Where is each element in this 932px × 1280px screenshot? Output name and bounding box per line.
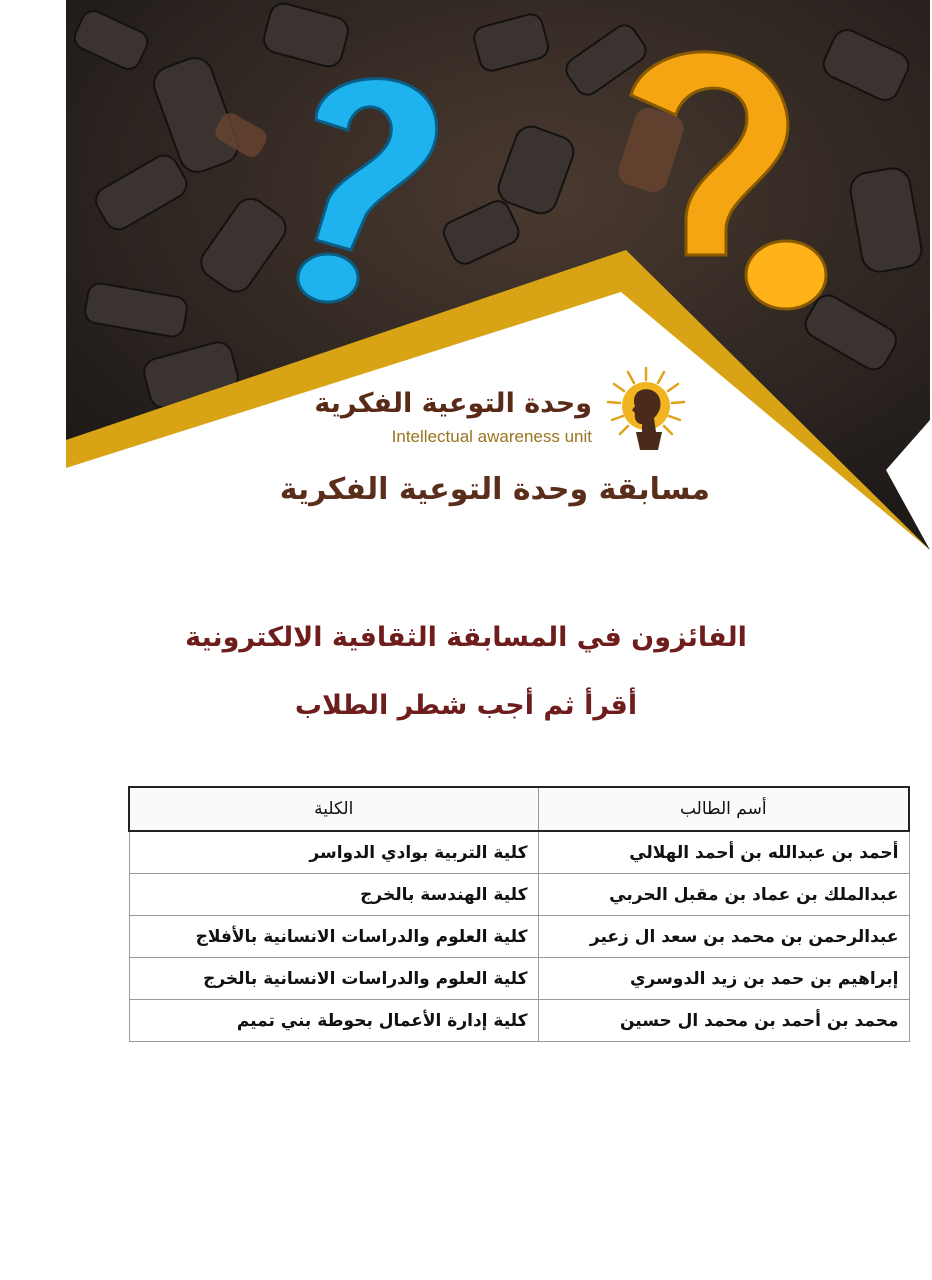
column-header-college: الكلية [129, 787, 538, 831]
college-cell: كلية العلوم والدراسات الانسانية بالأفلاج [129, 916, 538, 958]
winners-heading: الفائزون في المسابقة الثقافية الالكترونية [185, 622, 747, 653]
student-name-cell: محمد بن أحمد بن محمد ال حسين [538, 1000, 909, 1042]
college-cell: كلية إدارة الأعمال بحوطة بني تميم [129, 1000, 538, 1042]
competition-title: مسابقة وحدة التوعية الفكرية [279, 472, 710, 507]
question-marks-artwork [66, 0, 930, 550]
unit-name-arabic: وحدة التوعية الفكرية [314, 388, 592, 419]
student-name-cell: عبدالملك بن عماد بن مقبل الحربي [538, 874, 909, 916]
college-cell: كلية الهندسة بالخرج [129, 874, 538, 916]
student-name-cell: عبدالرحمن بن محمد بن سعد ال زعير [538, 916, 909, 958]
unit-logo [300, 360, 700, 460]
unit-name-english: Intellectual awareness unit [391, 427, 592, 446]
table-row [129, 874, 909, 916]
table-row [129, 1000, 909, 1042]
table-row [129, 958, 909, 1000]
table-row [129, 916, 909, 958]
table-row [129, 831, 909, 874]
college-cell: كلية العلوم والدراسات الانسانية بالخرج [129, 958, 538, 1000]
student-name-cell: أحمد بن عبدالله بن أحمد الهلالي [538, 831, 909, 874]
student-name-cell: إبراهيم بن حمد بن زيد الدوسري [538, 958, 909, 1000]
table-header-row [129, 787, 909, 831]
winners-subheading: أقرأ ثم أجب شطر الطلاب [294, 690, 638, 721]
header-banner [66, 0, 930, 550]
college-cell: كلية التربية بوادي الدواسر [129, 831, 538, 874]
winners-table [128, 786, 910, 1042]
column-header-student-name: أسم الطالب [538, 787, 909, 831]
sun-head-emblem-icon [606, 366, 686, 456]
